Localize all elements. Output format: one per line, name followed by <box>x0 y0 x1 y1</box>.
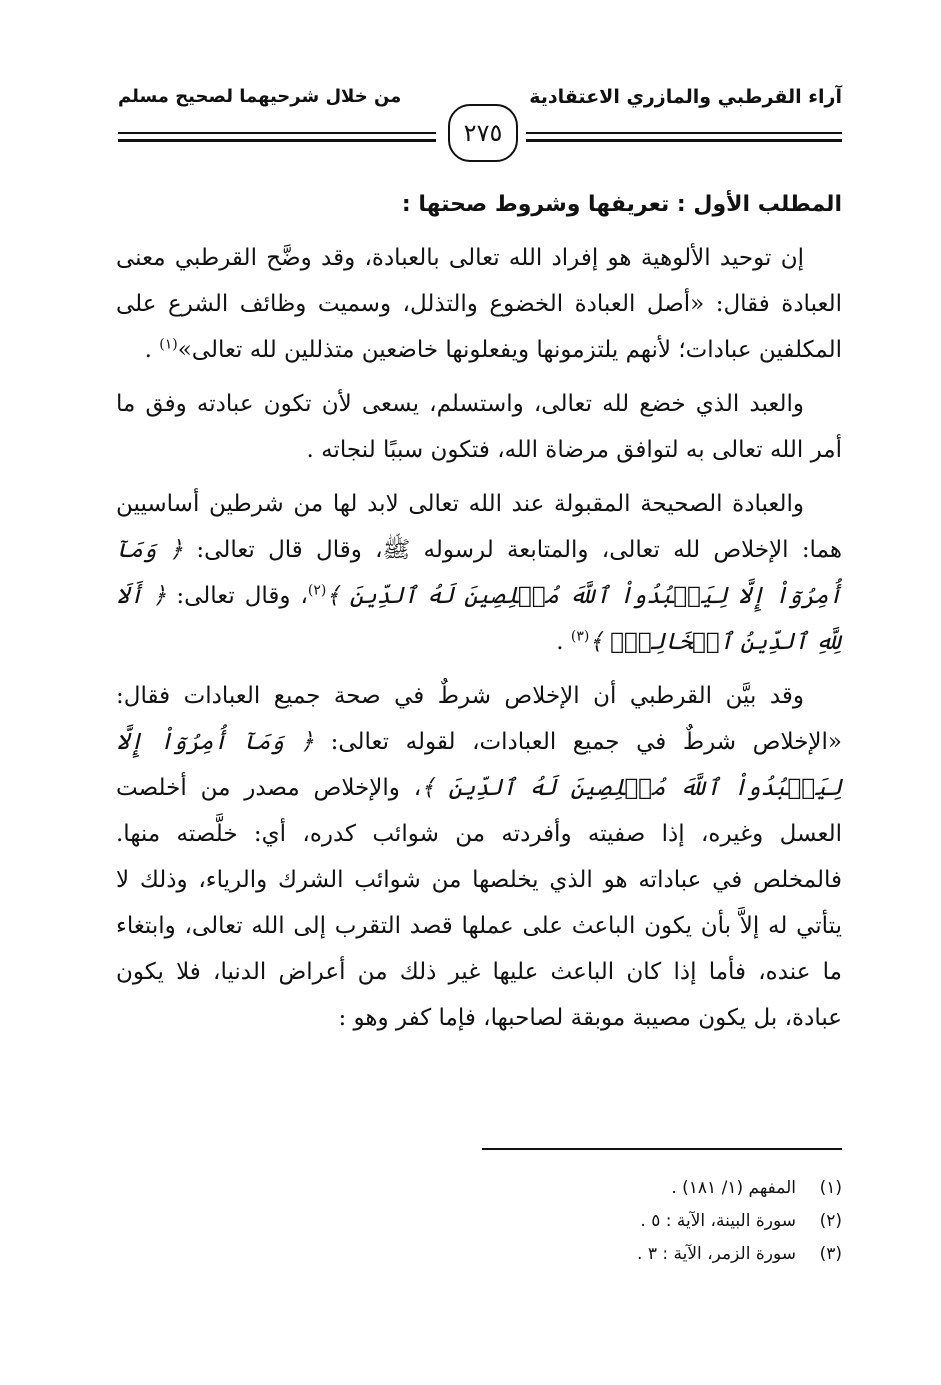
footnote-2-text: سورة البينة، الآية : ٥ . <box>640 1211 796 1231</box>
quran-verse-1: ﴿ وَمَآ أُمِرُوٓاْ إِلَّا لِيَعۡبُدُواْ ٱللَّهَ مُخۡلِصِينَ لَهُ ٱلدِّينَ ﴾ <box>116 537 842 609</box>
footnote-ref-3: (٣) <box>570 628 590 645</box>
paragraph-4-text-a: وقد بيَّن القرطبي أن الإخلاص شرطٌ في صحة جميع العبادات فقال: «الإخلاص شرطٌ في جميع العبادات، لقوله تعالى: <box>116 683 842 755</box>
quran-verse-3: ﴿ وَمَآ أُمِرُوٓاْ إِلَّا لِيَعۡبُدُواْ ٱللَّهَ مُخۡلِصِينَ لَهُ ٱلدِّينَ ﴾ <box>116 729 842 801</box>
paragraph-3-text-a: والعبادة الصحيحة المقبولة عند الله تعالى لابد لها من شرطين أساسيين هما: الإخلاص لله تعالى، والمتابعة لرسوله ﷺ، وقال قال تعالى: <box>116 491 842 563</box>
footnote-2 <box>482 1205 842 1238</box>
paragraph-3-end: . <box>556 629 571 655</box>
header-book-title: آراء القرطبي والمازري الاعتقادية <box>529 86 842 108</box>
running-header <box>118 82 842 162</box>
paragraph-4-text-b: ، والإخلاص مصدر من أخلصت العسل وغيره، إذا صفيته وأفردته من شوائب كدره، أي: خلَّصته منها. فالمخلص في عباداته هو الذي يخلصها من شوائب الشرك والرياء، وذلك لا يتأتي له إلاَّ بأن يكون الباعث على عملها قصد التقرب إلى الله تعالى، وابتغاء ما عنده، فأما إذا كان الباعث عليها غير ذلك من أعراض الدنيا، فلا يكون عبادة، بل يكون مصيبة موبقة لصاحبها، فإما كفر وهو : <box>116 775 842 1031</box>
page-body <box>116 192 842 1049</box>
header-rule-right-thick <box>526 139 842 142</box>
paragraph-1 <box>116 235 842 373</box>
paragraph-4 <box>116 673 842 1041</box>
footnote-3-text: سورة الزمر، الآية : ٣ . <box>637 1244 796 1264</box>
footnotes <box>482 1148 842 1271</box>
paragraph-1-text: إن توحيد الألوهية هو إفراد الله تعالى بالعبادة، وقد وضَّح القرطبي معنى العبادة فقال: «أصل العبادة الخضوع والتذلل، وسميت وظائف الشرع على المكلفين عبادات؛ لأنهم يلتزمونها ويفعلونها خاضعين متذللين لله تعالى» <box>116 245 842 363</box>
paragraph-2: والعبد الذي خضع لله تعالى، واستسلم، يسعى لأن تكون عبادته وفق ما أمر الله تعالى به لتوافق مرضاة الله، فتكون سببًا لنجاته . <box>116 391 842 463</box>
footnote-3-number: (٣) <box>819 1244 842 1264</box>
footnote-1 <box>482 1172 842 1205</box>
paragraph-3 <box>116 481 842 665</box>
header-rule-left-thick <box>118 139 436 142</box>
quran-verse-2: ﴿ أَلَا لِلَّهِ ٱلدِّينُ ٱلۡخَالِصُۚ ﴾ <box>116 583 842 655</box>
page-number-badge: ٢٧٥ <box>448 104 518 162</box>
footnote-2-number: (٢) <box>819 1211 842 1231</box>
footnote-divider <box>482 1148 842 1150</box>
header-rule-right-thin <box>526 132 842 134</box>
header-rule-left-thin <box>118 132 436 134</box>
footnote-1-text: المفهم (١/ ١٨١) . <box>671 1178 796 1198</box>
footnote-3 <box>482 1238 842 1271</box>
footnote-ref-2: (٢) <box>307 582 327 599</box>
section-heading: المطلب الأول : تعريفها وشروط صحتها : <box>401 192 842 217</box>
footnote-ref-1: (١) <box>159 336 178 353</box>
header-subtitle: من خلال شرحيهما لصحيح مسلم <box>118 86 402 107</box>
paragraph-3-text-b: ، وقال تعالى: <box>166 583 308 609</box>
paragraph-1-end: . <box>144 337 160 363</box>
footnote-1-number: (١) <box>819 1178 842 1198</box>
